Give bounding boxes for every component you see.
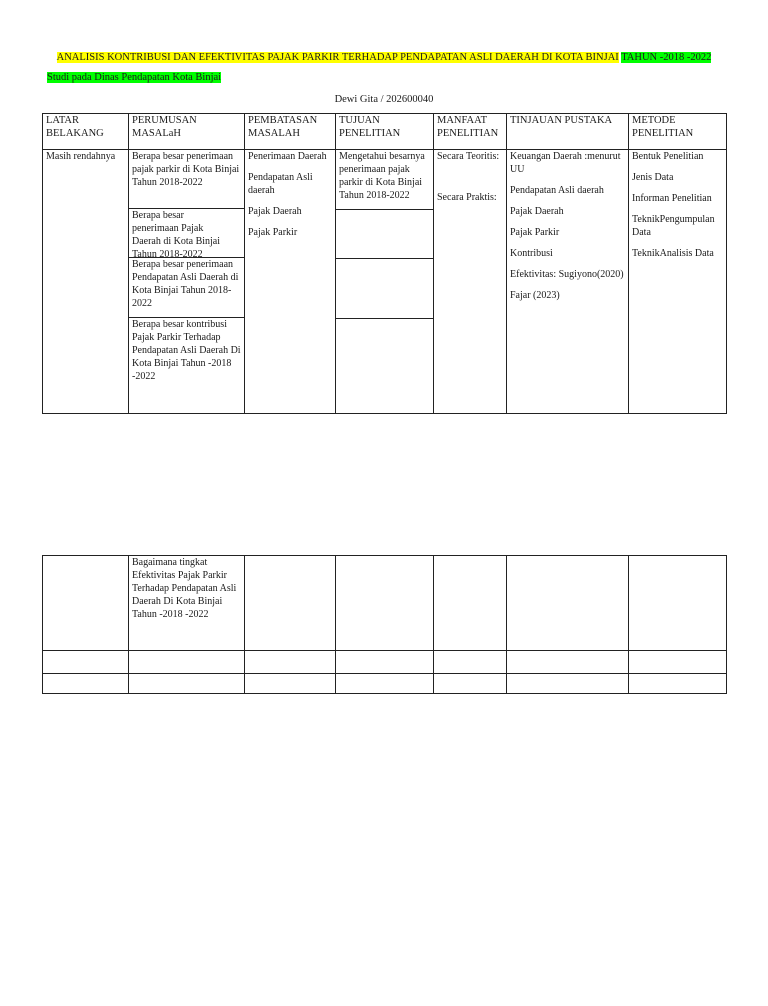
table2-cell bbox=[628, 555, 727, 651]
metode-item: Bentuk Penelitian bbox=[632, 151, 704, 162]
table2-cell bbox=[128, 650, 245, 674]
col-header-latar: LATAR BELAKANG bbox=[46, 115, 104, 139]
metode-list bbox=[632, 150, 724, 268]
col-header-metode: METODE PENELITIAN bbox=[632, 115, 694, 139]
table2-cell bbox=[433, 673, 507, 694]
title-main: ANALISIS KONTRIBUSI DAN EFEKTIVITAS PAJAK PARKIR TERHADAP PENDAPATAN ASLI DAERAH DI KOTA BINJAI bbox=[56, 52, 619, 63]
tinjauan-item: Keuangan Daerah :menurut UU bbox=[510, 151, 621, 175]
table2-cell bbox=[42, 555, 129, 651]
tinjauan-item: Kontribusi bbox=[510, 248, 553, 259]
tinjauan-list bbox=[510, 150, 625, 310]
table2-cell bbox=[433, 555, 507, 651]
table2-cell bbox=[244, 555, 336, 651]
table2-cell bbox=[628, 673, 727, 694]
document-title bbox=[0, 52, 768, 63]
table2-cell bbox=[335, 555, 434, 651]
perumusan-text-2: Berapa besar penerimaan Pajak Daerah di Kota Binjai Tahun 2018-2022 bbox=[132, 210, 221, 260]
metode-item: Jenis Data bbox=[632, 172, 674, 183]
table2-cell bbox=[244, 673, 336, 694]
pembatasan-item: Pendapatan Asli daerah bbox=[248, 172, 313, 196]
author-line: Dewi Gita / 202600040 bbox=[334, 94, 434, 105]
pembatasan-item: Pajak Daerah bbox=[248, 206, 302, 217]
metode-item: TeknikAnalisis Data bbox=[632, 248, 714, 259]
tinjauan-item: Pendapatan Asli daerah bbox=[510, 185, 604, 196]
pembatasan-list bbox=[248, 150, 332, 247]
table2-cell bbox=[506, 673, 629, 694]
tujuan-row-3 bbox=[335, 258, 434, 319]
perumusan-text-4: Berapa besar kontribusi Pajak Parkir Terhadap Pendapatan Asli Daerah Di Kota Binjai Tahun -2018 -2022 bbox=[132, 319, 241, 382]
table2-cell bbox=[42, 650, 129, 674]
tinjauan-item: Fajar (2023) bbox=[510, 290, 560, 301]
manfaat-praktis: Secara Praktis: bbox=[437, 192, 497, 203]
tujuan-row-2 bbox=[335, 209, 434, 259]
latar-text: Masih rendahnya bbox=[46, 151, 116, 162]
metode-item: Informan Penelitian bbox=[632, 193, 712, 204]
table2-cell bbox=[335, 650, 434, 674]
col-header-manfaat: MANFAAT PENELITIAN bbox=[437, 115, 499, 139]
table2-cell bbox=[628, 650, 727, 674]
perumusan-text-3: Berapa besar penerimaan Pendapatan Asli Daerah di Kota Binjai Tahun 2018-2022 bbox=[132, 259, 239, 309]
perumusan-text-1: Berapa besar penerimaan pajak parkir di Kota Binjai Tahun 2018-2022 bbox=[132, 151, 240, 188]
table2-cell bbox=[506, 555, 629, 651]
table2-cell bbox=[506, 650, 629, 674]
table2-cell bbox=[42, 673, 129, 694]
pembatasan-item: Pajak Parkir bbox=[248, 227, 298, 238]
metode-item: TeknikPengumpulan Data bbox=[632, 214, 715, 238]
col-header-tinjauan: TINJAUAN PUSTAKA bbox=[510, 115, 613, 126]
table2-cell bbox=[335, 673, 434, 694]
manfaat-teoritis: Secara Teoritis: bbox=[437, 151, 500, 162]
tujuan-text-1: Mengetahui besarnya penerimaan pajak parkir di Kota Binjai Tahun 2018-2022 bbox=[339, 151, 425, 201]
col-header-tujuan: TUJUAN PENELITIAN bbox=[339, 115, 401, 139]
pembatasan-item: Penerimaan Daerah bbox=[248, 151, 327, 162]
body-cell-latar bbox=[42, 149, 129, 414]
col-header-perumusan: PERUMUSAN MASALaH bbox=[132, 115, 197, 139]
col-header-pembatasan: PEMBATASAN MASALAH bbox=[248, 115, 318, 139]
tinjauan-item: Efektivitas: Sugiyono(2020) bbox=[510, 269, 624, 280]
table2-perumusan-text: Bagaimana tingkat Efektivitas Pajak Parkir Terhadap Pendapatan Asli Daerah Di Kota Binjai Tahun -2018 -2022 bbox=[132, 557, 237, 620]
subtitle-text: Studi pada Dinas Pendapatan Kota Binjai bbox=[47, 72, 222, 83]
document-subtitle bbox=[47, 72, 221, 83]
table2-cell bbox=[433, 650, 507, 674]
manfaat-list bbox=[437, 150, 505, 204]
title-years: TAHUN -2018 -2022 bbox=[621, 52, 712, 63]
table2-cell bbox=[128, 673, 245, 694]
tujuan-row-4 bbox=[335, 318, 434, 414]
tinjauan-item: Pajak Parkir bbox=[510, 227, 560, 238]
table2-cell bbox=[244, 650, 336, 674]
tinjauan-item: Pajak Daerah bbox=[510, 206, 564, 217]
